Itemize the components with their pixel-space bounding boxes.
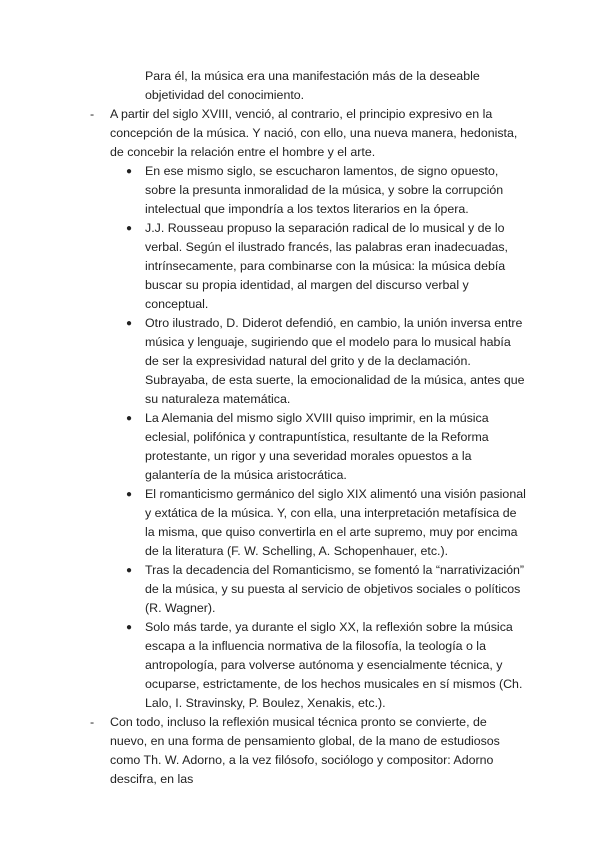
document-page xyxy=(0,67,600,789)
bullet-list-item xyxy=(0,314,527,409)
bullet-item-text: La Alemania del mismo siglo XVIII quiso imprimir, en la música eclesial, polifónica y contrapuntística, resultante de la Reforma protestante, un rigor y una severidad morales opuestos a la galantería de la música aristocrática. xyxy=(145,411,489,482)
bullet-icon: ● xyxy=(126,223,133,234)
bullet-item-text: El romanticismo germánico del siglo XIX alimentó una visión pasional y extática de la música. Y, con ella, una interpretación metafísica de la misma, que quiso convertirla en el arte supremo, muy por encima de la literatura (F. W. Schelling, A. Schopenhauer, etc.). xyxy=(145,487,526,558)
bullet-list-item xyxy=(0,618,527,713)
dash-marker: - xyxy=(90,715,95,729)
dash-marker: - xyxy=(90,107,95,121)
continuation-paragraph: Para él, la música era una manifestación más de la deseable objetividad del conocimiento. xyxy=(145,69,480,102)
dash-item-text: A partir del siglo XVIII, venció, al contrario, el principio expresivo en la concepción de la música. Y nació, con ello, una nueva manera, hedonista, de concebir la relación entre el hombre y el arte. xyxy=(110,107,518,159)
bullet-icon: ● xyxy=(126,166,133,177)
dash-list-item xyxy=(0,713,524,789)
dash-list-item xyxy=(0,105,524,162)
bullet-icon: ● xyxy=(126,622,133,633)
bullet-icon: ● xyxy=(126,413,133,424)
bullet-list-item xyxy=(0,219,527,314)
bullet-icon: ● xyxy=(126,565,133,576)
dash-item-text: Con todo, incluso la reflexión musical técnica pronto se convierte, de nuevo, en una forma de pensamiento global, de la mano de estudiosos como Th. W. Adorno, a la vez filósofo, sociólogo y compositor: Adorno descifra, en las xyxy=(110,715,500,786)
bullet-list-item xyxy=(0,409,527,485)
bullet-list-item xyxy=(0,162,527,219)
bullet-list-item xyxy=(0,561,527,618)
bullet-item-text: J.J. Rousseau propuso la separación radical de lo musical y de lo verbal. Según el ilustrado francés, las palabras eran inadecuadas, intrínsecamente, para combinarse con la música: la música debía buscar su propia identidad, al margen del discurso verbal y conceptual. xyxy=(145,221,508,311)
bullet-item-text: En ese mismo siglo, se escucharon lamentos, de signo opuesto, sobre la presunta inmoralidad de la música, y sobre la corrupción intelectual que impondría a los textos literarios en la ópera. xyxy=(145,164,504,216)
bullet-icon: ● xyxy=(126,489,133,500)
bullet-list-item xyxy=(0,485,527,561)
bullet-item-text: Tras la decadencia del Romanticismo, se fomentó la “narrativización” de la música, y su puesta al servicio de objetivos sociales o políticos (R. Wagner). xyxy=(145,563,524,615)
bullet-item-text: Solo más tarde, ya durante el siglo XX, la reflexión sobre la música escapa a la influencia normativa de la filosofía, la teología o la antropología, para volverse autónoma y esencialmente técnica, y ocuparse, estrictamente, de los hechos musicales en sí mismos (Ch. Lalo, I. Stravinsky, P. Boulez, Xenakis, etc.). xyxy=(145,620,523,710)
bullet-icon: ● xyxy=(126,318,133,329)
bullet-item-text: Otro ilustrado, D. Diderot defendió, en cambio, la unión inversa entre música y lenguaje, sugiriendo que el modelo para lo musical había de ser la expresividad natural del grito y de la declamación. Subrayaba, de esta suerte, la emocionalidad de la música, antes que su naturaleza matemática. xyxy=(145,316,525,406)
